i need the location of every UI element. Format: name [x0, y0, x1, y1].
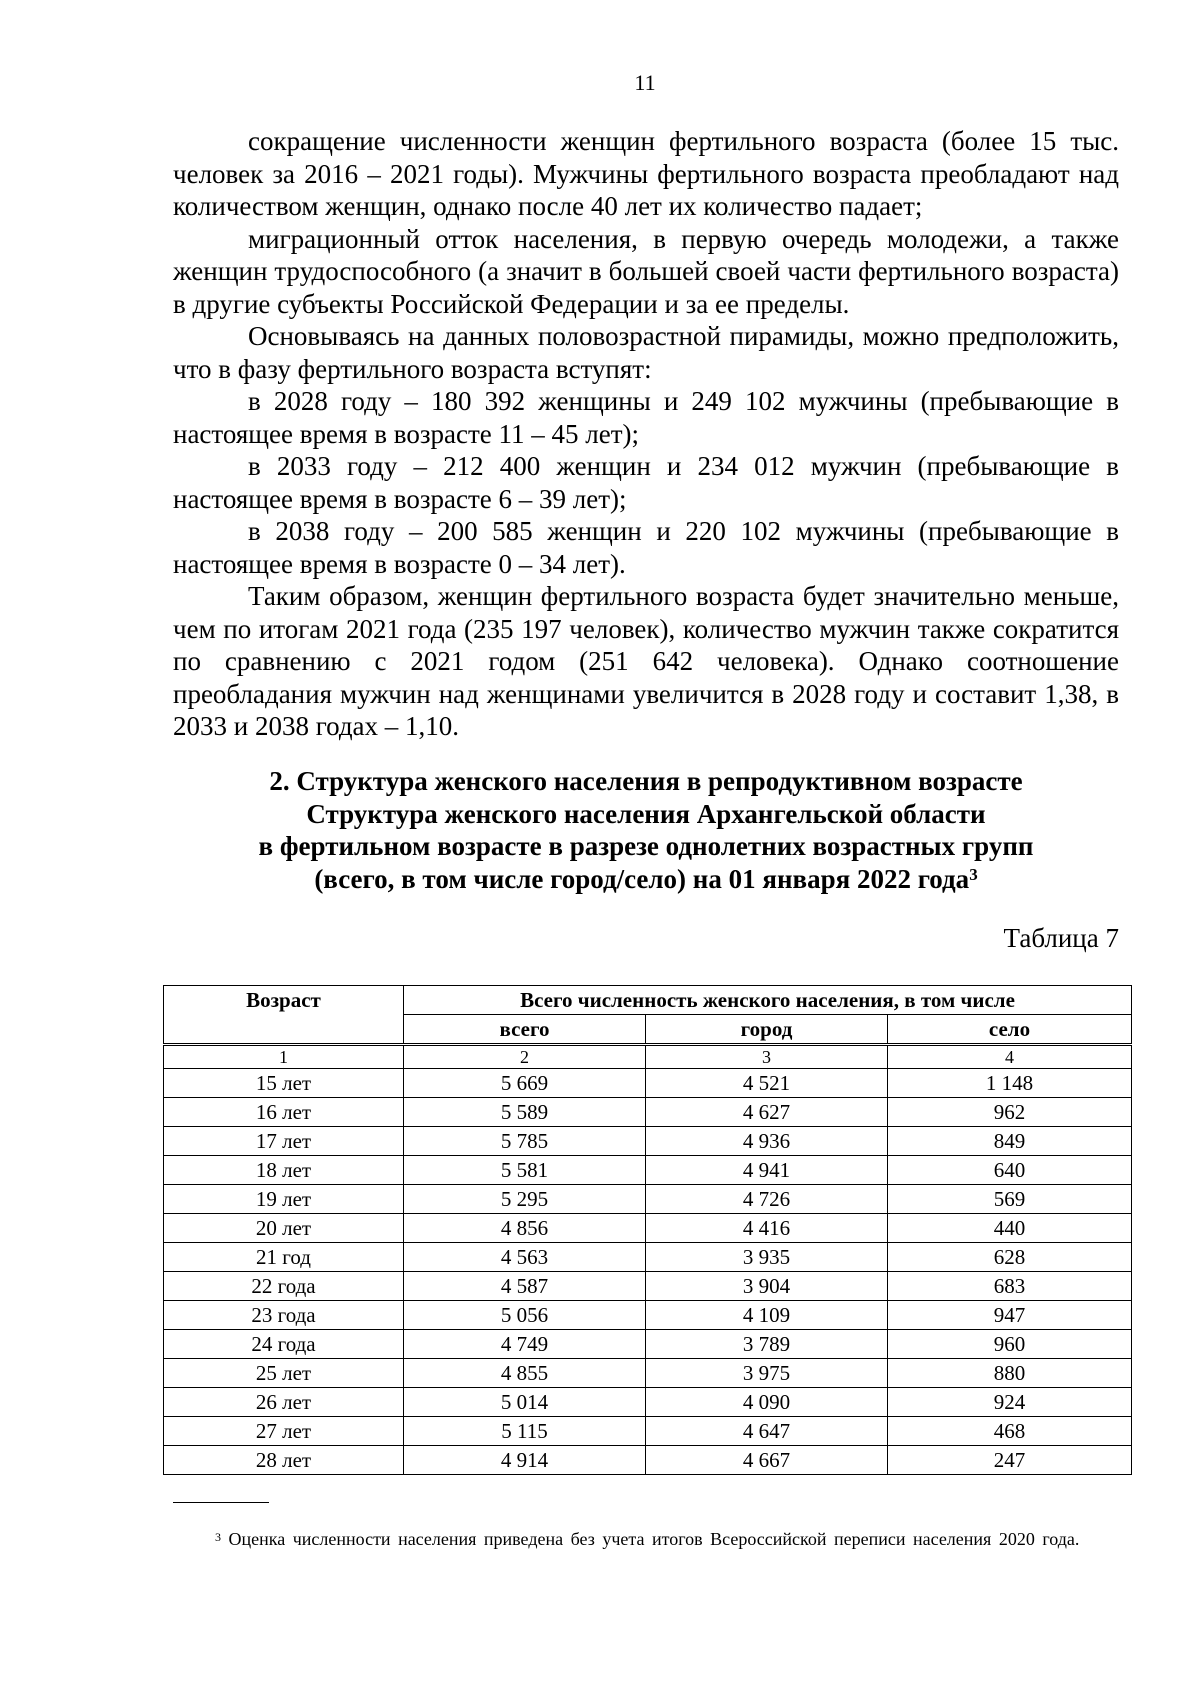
cell-age: 17 лет	[164, 1127, 404, 1156]
cell-village: 962	[888, 1098, 1132, 1127]
cell-city: 3 904	[646, 1272, 888, 1301]
cell-village: 849	[888, 1127, 1132, 1156]
cell-age: 24 года	[164, 1330, 404, 1359]
population-table	[163, 985, 1132, 1475]
cell-village: 924	[888, 1388, 1132, 1417]
cell-city: 4 647	[646, 1417, 888, 1446]
cell-total: 5 295	[404, 1185, 646, 1214]
cell-village: 1 148	[888, 1069, 1132, 1098]
cell-age: 27 лет	[164, 1417, 404, 1446]
cell-total: 4 749	[404, 1330, 646, 1359]
cell-total: 5 115	[404, 1417, 646, 1446]
cell-city: 4 726	[646, 1185, 888, 1214]
footnote-reference[interactable]: 3	[969, 864, 978, 884]
header-total: всего	[404, 1015, 646, 1045]
cell-village: 628	[888, 1243, 1132, 1272]
table-row	[164, 1359, 1132, 1388]
footnote-marker: 3	[215, 1530, 221, 1544]
table-row	[164, 1417, 1132, 1446]
body-text	[173, 125, 1119, 743]
cell-age: 21 год	[164, 1243, 404, 1272]
cell-age: 19 лет	[164, 1185, 404, 1214]
table-row	[164, 1243, 1132, 1272]
footnote-text: Оценка численности населения приведена без учета итогов Всероссийской переписи населения 2020 года.	[228, 1529, 1080, 1549]
cell-village: 640	[888, 1156, 1132, 1185]
column-number: 3	[646, 1045, 888, 1069]
cell-village: 880	[888, 1359, 1132, 1388]
table-caption: Таблица 7	[1003, 923, 1119, 953]
cell-age: 25 лет	[164, 1359, 404, 1388]
paragraph: миграционный отток населения, в первую очередь молодежи, а также женщин трудоспособного (а значит в большей своей части фертильного возраста) в другие субъекты Российской Федерации и за ее пределы.	[173, 223, 1119, 319]
cell-age: 22 года	[164, 1272, 404, 1301]
table-row	[164, 1098, 1132, 1127]
section-heading	[173, 765, 1119, 895]
header-village: село	[888, 1015, 1132, 1045]
cell-total: 4 856	[404, 1214, 646, 1243]
header-age: Возраст	[164, 986, 404, 1045]
cell-village: 247	[888, 1446, 1132, 1475]
cell-village: 947	[888, 1301, 1132, 1330]
cell-city: 3 935	[646, 1243, 888, 1272]
cell-village: 468	[888, 1417, 1132, 1446]
cell-total: 5 056	[404, 1301, 646, 1330]
heading-line: в фертильном возрасте в разрезе однолетних возрастных групп	[258, 831, 1034, 861]
table-row	[164, 1185, 1132, 1214]
cell-age: 16 лет	[164, 1098, 404, 1127]
cell-age: 28 лет	[164, 1446, 404, 1475]
cell-total: 5 669	[404, 1069, 646, 1098]
heading-line: (всего, в том числе город/село) на 01 января 2022 года	[314, 863, 970, 894]
paragraph: в 2028 году – 180 392 женщины и 249 102 мужчины (пребывающие в настоящее время в возрасте 11 – 45 лет);	[173, 386, 1119, 449]
cell-total: 5 014	[404, 1388, 646, 1417]
table-row	[164, 1156, 1132, 1185]
cell-city: 4 667	[646, 1446, 888, 1475]
table-row	[164, 1388, 1132, 1417]
paragraph: Таким образом, женщин фертильного возраста будет значительно меньше, чем по итогам 2021 года (235 197 человек), количество мужчин также сократится по сравнению с 2021 годом (251 642 человека). Однако соотношение преобладания мужчин над женщинами увеличится в 2028 году и составит 1,38, в 2033 и 2038 годах – 1,10.	[173, 581, 1119, 741]
cell-city: 4 521	[646, 1069, 888, 1098]
cell-total: 4 855	[404, 1359, 646, 1388]
paragraph: сокращение численности женщин фертильного возраста (более 15 тыс. человек за 2016 – 2021 годы). Мужчины фертильного возраста преобладают над количеством женщин, однако после 40 лет их количество падает;	[173, 126, 1119, 221]
cell-age: 18 лет	[164, 1156, 404, 1185]
cell-total: 5 589	[404, 1098, 646, 1127]
cell-village: 683	[888, 1272, 1132, 1301]
page-number: 11	[634, 70, 656, 95]
cell-total: 4 563	[404, 1243, 646, 1272]
cell-village: 569	[888, 1185, 1132, 1214]
cell-total: 5 785	[404, 1127, 646, 1156]
paragraph: в 2033 году – 212 400 женщин и 234 012 мужчин (пребывающие в настоящее время в возрасте 6 – 39 лет);	[173, 451, 1119, 514]
cell-city: 4 936	[646, 1127, 888, 1156]
cell-age: 15 лет	[164, 1069, 404, 1098]
cell-city: 4 109	[646, 1301, 888, 1330]
cell-total: 5 581	[404, 1156, 646, 1185]
header-group: Всего численность женского населения, в том числе	[404, 986, 1132, 1015]
cell-city: 4 416	[646, 1214, 888, 1243]
table-row	[164, 1069, 1132, 1098]
cell-total: 4 914	[404, 1446, 646, 1475]
paragraph: в 2038 году – 200 585 женщин и 220 102 мужчины (пребывающие в настоящее время в возрасте 0 – 34 лет).	[173, 516, 1119, 579]
cell-city: 3 975	[646, 1359, 888, 1388]
cell-age: 26 лет	[164, 1388, 404, 1417]
header-city: город	[646, 1015, 888, 1045]
footnote	[173, 1527, 1119, 1551]
paragraph: Основываясь на данных половозрастной пирамиды, можно предположить, что в фазу фертильного возраста вступят:	[173, 321, 1119, 384]
footnote-divider	[173, 1502, 269, 1503]
table-row	[164, 1214, 1132, 1243]
table-row	[164, 1446, 1132, 1475]
cell-total: 4 587	[404, 1272, 646, 1301]
heading-line: Структура женского населения Архангельской области	[306, 798, 986, 829]
column-number-row	[164, 1045, 1132, 1069]
cell-age: 20 лет	[164, 1214, 404, 1243]
cell-city: 4 090	[646, 1388, 888, 1417]
column-number: 2	[404, 1045, 646, 1069]
table-row	[164, 1330, 1132, 1359]
cell-city: 4 627	[646, 1098, 888, 1127]
table-row	[164, 1272, 1132, 1301]
table-row	[164, 1301, 1132, 1330]
cell-age: 23 года	[164, 1301, 404, 1330]
heading-line-with-ref	[173, 863, 1119, 896]
cell-village: 440	[888, 1214, 1132, 1243]
cell-city: 3 789	[646, 1330, 888, 1359]
column-number: 4	[888, 1045, 1132, 1069]
cell-city: 4 941	[646, 1156, 888, 1185]
cell-village: 960	[888, 1330, 1132, 1359]
column-number: 1	[164, 1045, 404, 1069]
heading-line: 2. Структура женского населения в репродуктивном возрасте	[269, 766, 1023, 796]
table-header-row	[164, 986, 1132, 1015]
table-row	[164, 1127, 1132, 1156]
